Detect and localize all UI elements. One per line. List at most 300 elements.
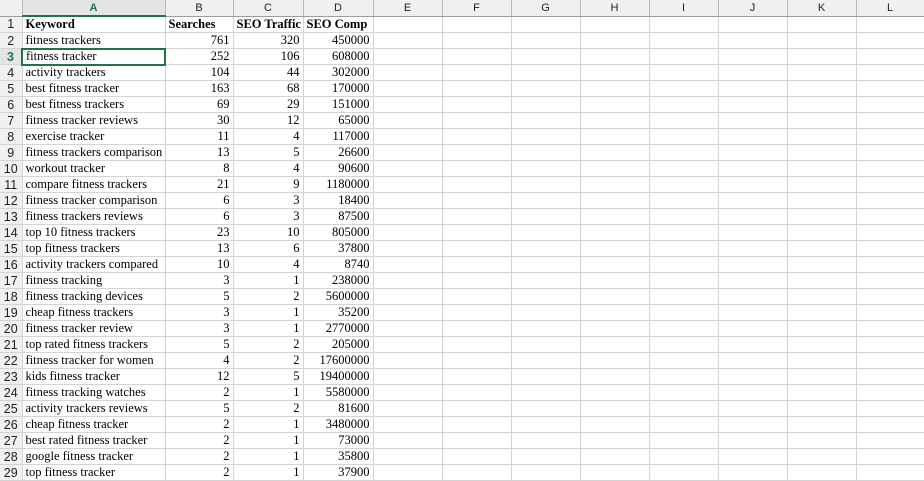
cell-F14[interactable]	[442, 225, 511, 241]
cell-B2[interactable]	[165, 33, 233, 49]
cell-C22[interactable]	[233, 353, 303, 369]
cell-L18[interactable]	[856, 289, 924, 305]
row-header-4[interactable]: 4	[0, 65, 22, 81]
cell-E22[interactable]	[373, 353, 442, 369]
cell-J1[interactable]	[718, 16, 787, 33]
cell-L12[interactable]	[856, 193, 924, 209]
cell-E14[interactable]	[373, 225, 442, 241]
cell-H2[interactable]	[580, 33, 649, 49]
cell-B13[interactable]	[165, 209, 233, 225]
cell-G2[interactable]	[511, 33, 580, 49]
row-header-10[interactable]: 10	[0, 161, 22, 177]
cell-H5[interactable]	[580, 81, 649, 97]
cell-A7[interactable]	[22, 113, 165, 129]
cell-I19[interactable]	[649, 305, 718, 321]
cell-L27[interactable]	[856, 433, 924, 449]
column-header-f[interactable]: F	[442, 0, 511, 16]
cell-J25[interactable]	[718, 401, 787, 417]
cell-A22[interactable]	[22, 353, 165, 369]
cell-E8[interactable]	[373, 129, 442, 145]
cell-J9[interactable]	[718, 145, 787, 161]
cell-G6[interactable]	[511, 97, 580, 113]
cell-D18[interactable]	[303, 289, 373, 305]
cell-D27[interactable]	[303, 433, 373, 449]
cell-L23[interactable]	[856, 369, 924, 385]
cell-C7[interactable]	[233, 113, 303, 129]
column-header-g[interactable]: G	[511, 0, 580, 16]
row-header-26[interactable]: 26	[0, 417, 22, 433]
cell-K2[interactable]	[787, 33, 856, 49]
cell-A27[interactable]	[22, 433, 165, 449]
cell-B23[interactable]	[165, 369, 233, 385]
cell-J21[interactable]	[718, 337, 787, 353]
cell-H8[interactable]	[580, 129, 649, 145]
cell-F5[interactable]	[442, 81, 511, 97]
row-header-22[interactable]: 22	[0, 353, 22, 369]
cell-G23[interactable]	[511, 369, 580, 385]
cell-B21[interactable]	[165, 337, 233, 353]
cell-G27[interactable]	[511, 433, 580, 449]
cell-I16[interactable]	[649, 257, 718, 273]
cell-E3[interactable]	[373, 49, 442, 65]
cell-K18[interactable]	[787, 289, 856, 305]
cell-E28[interactable]	[373, 449, 442, 465]
cell-L26[interactable]	[856, 417, 924, 433]
cell-B3[interactable]	[165, 49, 233, 65]
cell-A3[interactable]	[22, 49, 165, 65]
cell-A28[interactable]	[22, 449, 165, 465]
cell-I15[interactable]	[649, 241, 718, 257]
cell-D6[interactable]	[303, 97, 373, 113]
cell-E27[interactable]	[373, 433, 442, 449]
cell-I17[interactable]	[649, 273, 718, 289]
cell-E11[interactable]	[373, 177, 442, 193]
cell-A14[interactable]	[22, 225, 165, 241]
cell-C28[interactable]	[233, 449, 303, 465]
cell-L9[interactable]	[856, 145, 924, 161]
cell-L10[interactable]	[856, 161, 924, 177]
cell-F15[interactable]	[442, 241, 511, 257]
cell-G12[interactable]	[511, 193, 580, 209]
cell-L14[interactable]	[856, 225, 924, 241]
cell-H10[interactable]	[580, 161, 649, 177]
cell-H15[interactable]	[580, 241, 649, 257]
cell-D15[interactable]	[303, 241, 373, 257]
cell-J13[interactable]	[718, 209, 787, 225]
column-header-l[interactable]: L	[856, 0, 924, 16]
cell-C19[interactable]	[233, 305, 303, 321]
cell-K27[interactable]	[787, 433, 856, 449]
row-header-12[interactable]: 12	[0, 193, 22, 209]
cell-D24[interactable]	[303, 385, 373, 401]
cell-C11[interactable]	[233, 177, 303, 193]
cell-F23[interactable]	[442, 369, 511, 385]
cell-G16[interactable]	[511, 257, 580, 273]
cell-G3[interactable]	[511, 49, 580, 65]
cell-C12[interactable]	[233, 193, 303, 209]
cell-J26[interactable]	[718, 417, 787, 433]
cell-C27[interactable]	[233, 433, 303, 449]
cell-L22[interactable]	[856, 353, 924, 369]
cell-E18[interactable]	[373, 289, 442, 305]
cell-E20[interactable]	[373, 321, 442, 337]
cell-C8[interactable]	[233, 129, 303, 145]
cell-K22[interactable]	[787, 353, 856, 369]
cell-E6[interactable]	[373, 97, 442, 113]
cell-K12[interactable]	[787, 193, 856, 209]
cell-E19[interactable]	[373, 305, 442, 321]
cell-B9[interactable]	[165, 145, 233, 161]
cell-I4[interactable]	[649, 65, 718, 81]
row-header-28[interactable]: 28	[0, 449, 22, 465]
cell-F25[interactable]	[442, 401, 511, 417]
cell-L25[interactable]	[856, 401, 924, 417]
row-header-23[interactable]: 23	[0, 369, 22, 385]
cell-D17[interactable]	[303, 273, 373, 289]
cell-H9[interactable]	[580, 145, 649, 161]
cell-B16[interactable]	[165, 257, 233, 273]
cell-B28[interactable]	[165, 449, 233, 465]
cell-E25[interactable]	[373, 401, 442, 417]
row-header-24[interactable]: 24	[0, 385, 22, 401]
cell-L4[interactable]	[856, 65, 924, 81]
cell-A19[interactable]	[22, 305, 165, 321]
cell-A16[interactable]	[22, 257, 165, 273]
cell-E1[interactable]	[373, 16, 442, 33]
cell-A4[interactable]	[22, 65, 165, 81]
cell-I23[interactable]	[649, 369, 718, 385]
cell-J16[interactable]	[718, 257, 787, 273]
cell-D28[interactable]	[303, 449, 373, 465]
row-header-25[interactable]: 25	[0, 401, 22, 417]
cell-K24[interactable]	[787, 385, 856, 401]
cell-B11[interactable]	[165, 177, 233, 193]
cell-K26[interactable]	[787, 417, 856, 433]
cell-F17[interactable]	[442, 273, 511, 289]
row-header-17[interactable]: 17	[0, 273, 22, 289]
cell-F28[interactable]	[442, 449, 511, 465]
column-header-h[interactable]: H	[580, 0, 649, 16]
cell-I25[interactable]	[649, 401, 718, 417]
cell-J24[interactable]	[718, 385, 787, 401]
cell-K3[interactable]	[787, 49, 856, 65]
cell-I8[interactable]	[649, 129, 718, 145]
cell-B14[interactable]	[165, 225, 233, 241]
cell-I13[interactable]	[649, 209, 718, 225]
cell-G13[interactable]	[511, 209, 580, 225]
cell-F3[interactable]	[442, 49, 511, 65]
cell-D5[interactable]	[303, 81, 373, 97]
cell-B29[interactable]	[165, 465, 233, 481]
column-header-j[interactable]: J	[718, 0, 787, 16]
cell-G22[interactable]	[511, 353, 580, 369]
cell-L17[interactable]	[856, 273, 924, 289]
cell-G29[interactable]	[511, 465, 580, 481]
cell-A17[interactable]	[22, 273, 165, 289]
cell-H6[interactable]	[580, 97, 649, 113]
cell-I5[interactable]	[649, 81, 718, 97]
cell-F19[interactable]	[442, 305, 511, 321]
cell-C4[interactable]	[233, 65, 303, 81]
cell-F1[interactable]	[442, 16, 511, 33]
cell-C23[interactable]	[233, 369, 303, 385]
cell-H27[interactable]	[580, 433, 649, 449]
column-header-i[interactable]: I	[649, 0, 718, 16]
cell-I27[interactable]	[649, 433, 718, 449]
cell-D23[interactable]	[303, 369, 373, 385]
cell-B22[interactable]	[165, 353, 233, 369]
cell-A5[interactable]	[22, 81, 165, 97]
cell-D3[interactable]	[303, 49, 373, 65]
cell-A12[interactable]	[22, 193, 165, 209]
cell-C17[interactable]	[233, 273, 303, 289]
row-header-2[interactable]: 2	[0, 33, 22, 49]
cell-B20[interactable]	[165, 321, 233, 337]
cell-G19[interactable]	[511, 305, 580, 321]
cell-A10[interactable]	[22, 161, 165, 177]
cell-E16[interactable]	[373, 257, 442, 273]
cell-L3[interactable]	[856, 49, 924, 65]
cell-F24[interactable]	[442, 385, 511, 401]
cell-C21[interactable]	[233, 337, 303, 353]
cell-F4[interactable]	[442, 65, 511, 81]
cell-L16[interactable]	[856, 257, 924, 273]
cell-D21[interactable]	[303, 337, 373, 353]
cell-K16[interactable]	[787, 257, 856, 273]
cell-D8[interactable]	[303, 129, 373, 145]
column-header-a[interactable]: A	[22, 0, 165, 16]
cell-E29[interactable]	[373, 465, 442, 481]
cell-E24[interactable]	[373, 385, 442, 401]
cell-J29[interactable]	[718, 465, 787, 481]
cell-E12[interactable]	[373, 193, 442, 209]
cell-L19[interactable]	[856, 305, 924, 321]
cell-H18[interactable]	[580, 289, 649, 305]
cell-D7[interactable]	[303, 113, 373, 129]
cell-C29[interactable]	[233, 465, 303, 481]
cell-H4[interactable]	[580, 65, 649, 81]
cell-D16[interactable]	[303, 257, 373, 273]
cell-C16[interactable]	[233, 257, 303, 273]
cell-E9[interactable]	[373, 145, 442, 161]
cell-E15[interactable]	[373, 241, 442, 257]
cell-D20[interactable]	[303, 321, 373, 337]
cell-C20[interactable]	[233, 321, 303, 337]
cell-G20[interactable]	[511, 321, 580, 337]
cell-K6[interactable]	[787, 97, 856, 113]
cell-F10[interactable]	[442, 161, 511, 177]
cell-J28[interactable]	[718, 449, 787, 465]
cell-F8[interactable]	[442, 129, 511, 145]
row-header-13[interactable]: 13	[0, 209, 22, 225]
cell-C25[interactable]	[233, 401, 303, 417]
cell-H19[interactable]	[580, 305, 649, 321]
cell-J12[interactable]	[718, 193, 787, 209]
cell-K9[interactable]	[787, 145, 856, 161]
row-header-27[interactable]: 27	[0, 433, 22, 449]
cell-I10[interactable]	[649, 161, 718, 177]
row-header-1[interactable]: 1	[0, 16, 22, 33]
cell-A8[interactable]	[22, 129, 165, 145]
cell-H24[interactable]	[580, 385, 649, 401]
cell-K14[interactable]	[787, 225, 856, 241]
cell-A18[interactable]	[22, 289, 165, 305]
cell-H28[interactable]	[580, 449, 649, 465]
cell-J7[interactable]	[718, 113, 787, 129]
cell-A23[interactable]	[22, 369, 165, 385]
row-header-29[interactable]: 29	[0, 465, 22, 481]
cell-G9[interactable]	[511, 145, 580, 161]
cell-A2[interactable]	[22, 33, 165, 49]
cell-C24[interactable]	[233, 385, 303, 401]
cell-L15[interactable]	[856, 241, 924, 257]
cell-A11[interactable]	[22, 177, 165, 193]
cell-G14[interactable]	[511, 225, 580, 241]
cell-A13[interactable]	[22, 209, 165, 225]
cell-B4[interactable]	[165, 65, 233, 81]
cell-B25[interactable]	[165, 401, 233, 417]
cell-C10[interactable]	[233, 161, 303, 177]
cell-L7[interactable]	[856, 113, 924, 129]
cell-K7[interactable]	[787, 113, 856, 129]
cell-J14[interactable]	[718, 225, 787, 241]
cell-D19[interactable]	[303, 305, 373, 321]
cell-J18[interactable]	[718, 289, 787, 305]
cell-F9[interactable]	[442, 145, 511, 161]
cell-K20[interactable]	[787, 321, 856, 337]
cell-I24[interactable]	[649, 385, 718, 401]
cell-E13[interactable]	[373, 209, 442, 225]
cell-I28[interactable]	[649, 449, 718, 465]
cell-H26[interactable]	[580, 417, 649, 433]
cell-E17[interactable]	[373, 273, 442, 289]
cell-J20[interactable]	[718, 321, 787, 337]
cell-H23[interactable]	[580, 369, 649, 385]
cell-B27[interactable]	[165, 433, 233, 449]
cell-B1[interactable]	[165, 16, 233, 33]
cell-H29[interactable]	[580, 465, 649, 481]
cell-L1[interactable]	[856, 16, 924, 33]
cell-H20[interactable]	[580, 321, 649, 337]
row-header-11[interactable]: 11	[0, 177, 22, 193]
cell-G7[interactable]	[511, 113, 580, 129]
cell-K10[interactable]	[787, 161, 856, 177]
cell-H1[interactable]	[580, 16, 649, 33]
cell-E4[interactable]	[373, 65, 442, 81]
cell-I14[interactable]	[649, 225, 718, 241]
cell-A9[interactable]	[22, 145, 165, 161]
cell-I7[interactable]	[649, 113, 718, 129]
cell-H11[interactable]	[580, 177, 649, 193]
row-header-18[interactable]: 18	[0, 289, 22, 305]
cell-D25[interactable]	[303, 401, 373, 417]
cell-F7[interactable]	[442, 113, 511, 129]
cell-K13[interactable]	[787, 209, 856, 225]
cell-K25[interactable]	[787, 401, 856, 417]
cell-B15[interactable]	[165, 241, 233, 257]
cell-J3[interactable]	[718, 49, 787, 65]
cell-H16[interactable]	[580, 257, 649, 273]
cell-G21[interactable]	[511, 337, 580, 353]
cell-I12[interactable]	[649, 193, 718, 209]
cell-G15[interactable]	[511, 241, 580, 257]
cell-E23[interactable]	[373, 369, 442, 385]
cell-D1[interactable]	[303, 16, 373, 33]
cell-C1[interactable]	[233, 16, 303, 33]
cell-H13[interactable]	[580, 209, 649, 225]
cell-F22[interactable]	[442, 353, 511, 369]
cell-F6[interactable]	[442, 97, 511, 113]
cell-J4[interactable]	[718, 65, 787, 81]
cell-B8[interactable]	[165, 129, 233, 145]
cell-C14[interactable]	[233, 225, 303, 241]
cell-C13[interactable]	[233, 209, 303, 225]
row-header-8[interactable]: 8	[0, 129, 22, 145]
cell-L20[interactable]	[856, 321, 924, 337]
cell-C26[interactable]	[233, 417, 303, 433]
cell-D14[interactable]	[303, 225, 373, 241]
cell-G25[interactable]	[511, 401, 580, 417]
cell-K23[interactable]	[787, 369, 856, 385]
cell-B26[interactable]	[165, 417, 233, 433]
cell-H17[interactable]	[580, 273, 649, 289]
cell-H7[interactable]	[580, 113, 649, 129]
cell-D13[interactable]	[303, 209, 373, 225]
cell-F18[interactable]	[442, 289, 511, 305]
cell-F27[interactable]	[442, 433, 511, 449]
cell-H14[interactable]	[580, 225, 649, 241]
cell-F21[interactable]	[442, 337, 511, 353]
cell-D22[interactable]	[303, 353, 373, 369]
row-header-6[interactable]: 6	[0, 97, 22, 113]
cell-B10[interactable]	[165, 161, 233, 177]
cell-C3[interactable]	[233, 49, 303, 65]
cell-I18[interactable]	[649, 289, 718, 305]
cell-I11[interactable]	[649, 177, 718, 193]
cell-K29[interactable]	[787, 465, 856, 481]
cell-C5[interactable]	[233, 81, 303, 97]
cell-H25[interactable]	[580, 401, 649, 417]
cell-K5[interactable]	[787, 81, 856, 97]
cell-L8[interactable]	[856, 129, 924, 145]
row-header-20[interactable]: 20	[0, 321, 22, 337]
cell-D4[interactable]	[303, 65, 373, 81]
cell-J17[interactable]	[718, 273, 787, 289]
cell-J19[interactable]	[718, 305, 787, 321]
cell-E21[interactable]	[373, 337, 442, 353]
cell-I26[interactable]	[649, 417, 718, 433]
cell-G4[interactable]	[511, 65, 580, 81]
cell-I21[interactable]	[649, 337, 718, 353]
row-header-7[interactable]: 7	[0, 113, 22, 129]
cell-K8[interactable]	[787, 129, 856, 145]
cell-J10[interactable]	[718, 161, 787, 177]
cell-K21[interactable]	[787, 337, 856, 353]
row-header-15[interactable]: 15	[0, 241, 22, 257]
cell-A15[interactable]	[22, 241, 165, 257]
cell-E2[interactable]	[373, 33, 442, 49]
cell-G5[interactable]	[511, 81, 580, 97]
cell-J11[interactable]	[718, 177, 787, 193]
cell-H21[interactable]	[580, 337, 649, 353]
row-header-21[interactable]: 21	[0, 337, 22, 353]
cell-E10[interactable]	[373, 161, 442, 177]
cell-F2[interactable]	[442, 33, 511, 49]
cell-B19[interactable]	[165, 305, 233, 321]
column-header-b[interactable]: B	[165, 0, 233, 16]
cell-F12[interactable]	[442, 193, 511, 209]
cell-I9[interactable]	[649, 145, 718, 161]
